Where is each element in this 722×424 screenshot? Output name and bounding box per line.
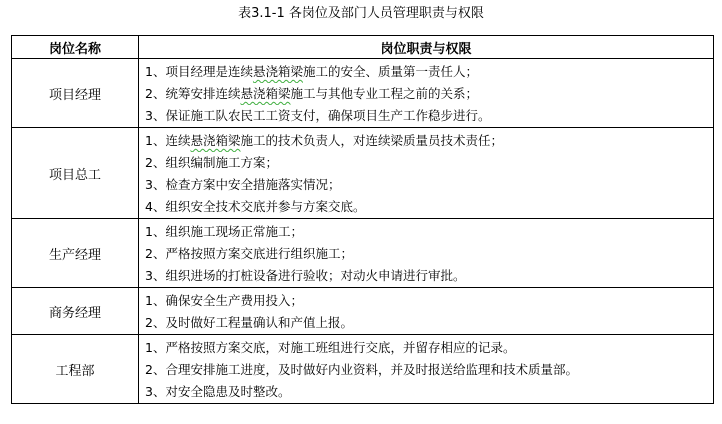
header-position: 岗位名称 — [12, 36, 139, 59]
duty-item: 1、确保安全生产费用投入； — [145, 293, 303, 308]
duty-item: 1、组织施工现场正常施工； — [145, 224, 303, 239]
table-row — [12, 288, 714, 335]
duty-item: 1、连续悬浇箱梁施工的技术负责人，对连续梁质量员技术责任； — [145, 133, 503, 148]
duty-item: 4、组织安全技术交底并参与方案交底。 — [145, 199, 366, 214]
header-responsibilities: 岗位职责与权限 — [139, 36, 714, 59]
duty-item: 2、组织编制施工方案； — [145, 155, 278, 170]
duties-cell — [139, 288, 714, 335]
spellcheck-underline: 悬浇箱梁 — [252, 64, 303, 79]
duty-item: 3、对安全隐患及时整改。 — [145, 384, 291, 399]
duty-item: 3、保证施工队农民工工资支付，确保项目生产工作稳步进行。 — [145, 108, 491, 123]
table-caption: 表3.1-1 各岗位及部门人员管理职责与权限 — [238, 6, 484, 21]
duty-item: 2、合理安排施工进度，及时做好内业资料，并及时报送给监理和技术质量部。 — [145, 362, 578, 377]
role-cell: 生产经理 — [12, 219, 139, 288]
duties-cell — [139, 219, 714, 288]
table-header-row — [12, 36, 714, 59]
duty-item: 2、严格按照方案交底进行组织施工； — [145, 246, 353, 261]
duty-item: 2、及时做好工程量确认和产值上报。 — [145, 315, 353, 330]
table-row — [12, 128, 714, 219]
table-row — [12, 335, 714, 404]
table-row — [12, 219, 714, 288]
duty-item: 1、严格按照方案交底，对施工班组进行交底，并留存相应的记录。 — [145, 340, 516, 355]
duties-cell — [139, 335, 714, 404]
spellcheck-underline: 悬浇箱梁 — [190, 133, 241, 148]
table-row — [12, 59, 714, 128]
duties-cell — [139, 128, 714, 219]
duties-cell — [139, 59, 714, 128]
responsibility-table — [11, 35, 714, 404]
duty-item: 2、统筹安排连续悬浇箱梁施工与其他专业工程之前的关系； — [145, 86, 478, 101]
role-cell: 项目总工 — [12, 128, 139, 219]
role-cell: 商务经理 — [12, 288, 139, 335]
spellcheck-underline: 悬浇箱梁 — [240, 86, 291, 101]
role-cell: 项目经理 — [12, 59, 139, 128]
duty-item: 3、检查方案中安全措施落实情况； — [145, 177, 341, 192]
duty-item: 3、组织进场的打桩设备进行验收；对动火申请进行审批。 — [145, 268, 466, 283]
role-cell: 工程部 — [12, 335, 139, 404]
duty-item: 1、项目经理是连续悬浇箱梁施工的安全、质量第一责任人； — [145, 64, 478, 79]
